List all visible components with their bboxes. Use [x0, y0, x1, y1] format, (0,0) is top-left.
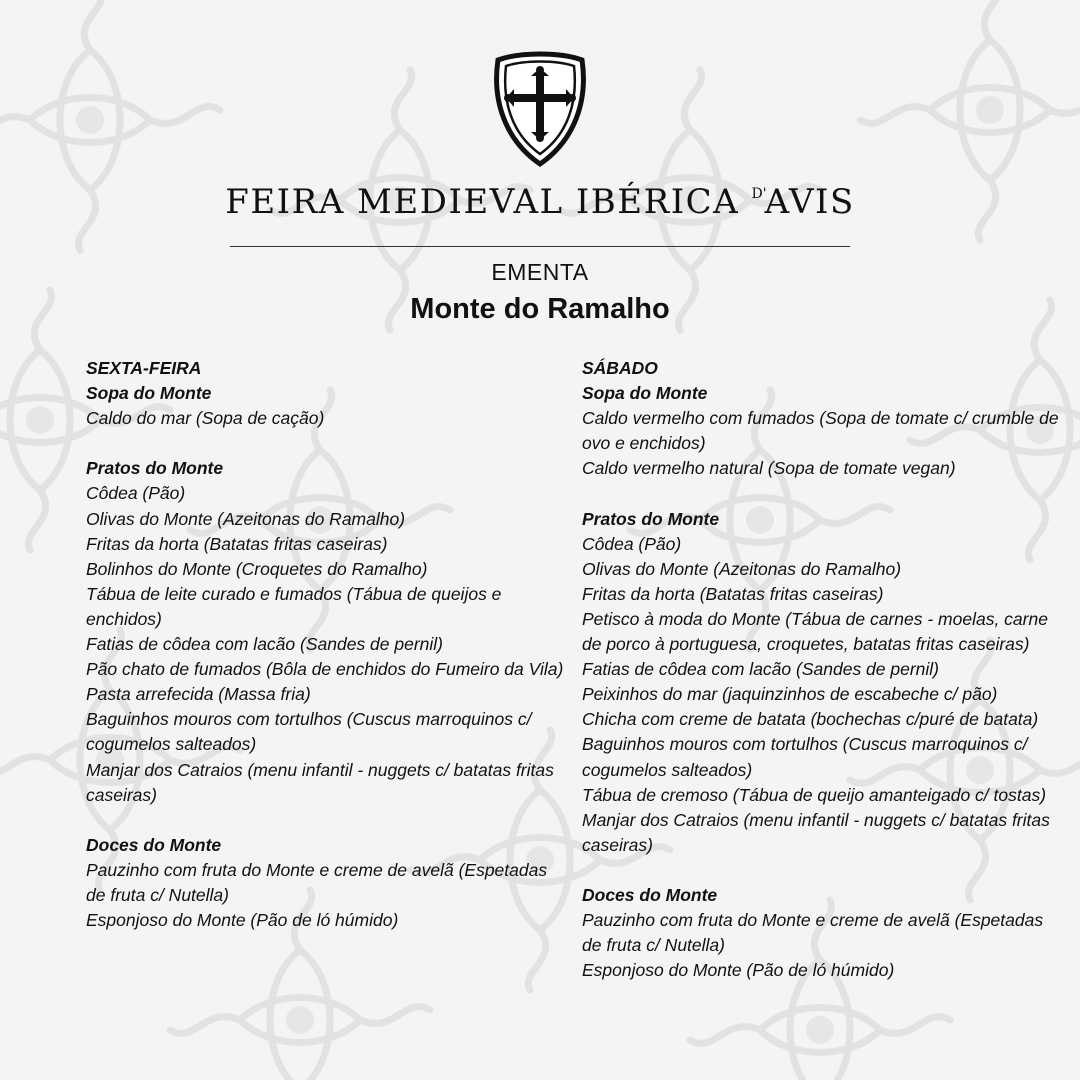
menu-item: Pasta arrefecida (Massa fria)	[86, 684, 311, 705]
menu-item: Tábua de leite curado e fumados (Tábua de queijos e enchidos)	[86, 583, 502, 629]
day-heading: SÁBADO	[582, 358, 658, 378]
venue-name: Monte do Ramalho	[410, 293, 670, 325]
menu-section	[582, 507, 1060, 858]
header-divider	[230, 246, 850, 247]
section-title: Pratos do Monte	[582, 508, 720, 529]
section-title: Sopa do Monte	[582, 383, 708, 404]
brand-name-end: AVIS	[764, 182, 855, 222]
shield-cross-logo	[490, 50, 590, 168]
menu-item: Olivas do Monte (Azeitonas do Ramalho)	[582, 558, 902, 579]
menu-item: Tábua de cremoso (Tábua de queijo amanteigado c/ tostas)	[582, 784, 1047, 805]
menu-item: Bolinhos do Monte (Croquetes do Ramalho)	[86, 558, 428, 579]
menu-item: Pauzinho com fruta do Monte e creme de avelã (Espetadas de fruta c/ Nutella)	[86, 859, 548, 905]
menu-item: Caldo do mar (Sopa de cação)	[86, 408, 325, 429]
menu-heading: EMENTA	[491, 259, 589, 285]
menu-item: Caldo vermelho com fumados (Sopa de tomate c/ crumble de ovo e enchidos)	[582, 408, 1059, 454]
menu-item: Pão chato de fumados (Bôla de enchidos do Fumeiro da Vila)	[86, 659, 564, 680]
menu-item: Baguinhos mouros com tortulhos (Cuscus marroquinos c/ cogumelos salteados)	[86, 709, 532, 755]
menu-item: Manjar dos Catraios (menu infantil - nuggets c/ batatas fritas caseiras)	[86, 759, 554, 805]
section-title: Sopa do Monte	[86, 383, 212, 404]
menu-section	[86, 381, 564, 431]
menu-section	[582, 381, 1060, 481]
menu-section	[86, 833, 564, 933]
menu-item: Esponjoso do Monte (Pão de ló húmido)	[86, 910, 399, 931]
menu-item: Côdea (Pão)	[86, 483, 186, 504]
menu-item: Fatias de côdea com lacão (Sandes de pernil)	[86, 634, 444, 655]
section-title: Doces do Monte	[582, 884, 718, 905]
brand-title	[0, 182, 1080, 222]
menu-item: Baguinhos mouros com tortulhos (Cuscus marroquinos c/ cogumelos salteados)	[582, 734, 1028, 780]
menu-item: Fritas da horta (Batatas fritas caseiras)	[582, 583, 884, 604]
menu-item: Caldo vermelho natural (Sopa de tomate vegan)	[582, 458, 956, 479]
menu-item: Fritas da horta (Batatas fritas caseiras)	[86, 533, 388, 554]
menu-item: Olivas do Monte (Azeitonas do Ramalho)	[86, 508, 406, 529]
menu-item: Manjar dos Catraios (menu infantil - nuggets c/ batatas fritas caseiras)	[582, 809, 1050, 855]
menu-item: Fatias de côdea com lacão (Sandes de pernil)	[582, 659, 940, 680]
brand-da: D'	[751, 186, 767, 202]
menu-item: Esponjoso do Monte (Pão de ló húmido)	[582, 960, 895, 981]
menu-item: Chicha com creme de batata (bochechas c/puré de batata)	[582, 709, 1039, 730]
saturday-column	[582, 356, 1060, 1008]
menu-item: Pauzinho com fruta do Monte e creme de avelã (Espetadas de fruta c/ Nutella)	[582, 910, 1044, 956]
menu-section	[582, 883, 1060, 983]
section-title: Doces do Monte	[86, 834, 222, 855]
brand-name: FEIRA MEDIEVAL IBÉRICA	[225, 182, 740, 222]
friday-column	[86, 356, 564, 958]
menu-item: Côdea (Pão)	[582, 533, 682, 554]
menu-section	[86, 456, 564, 807]
menu-item: Petisco à moda do Monte (Tábua de carnes - moelas, carne de porco à portuguesa, croquetes, batatas fritas caseiras)	[582, 608, 1048, 655]
menu-item: Peixinhos do mar (jaquinzinhos de escabeche c/ pão)	[582, 684, 998, 705]
day-heading: SEXTA-FEIRA	[86, 358, 202, 378]
section-title: Pratos do Monte	[86, 458, 224, 479]
